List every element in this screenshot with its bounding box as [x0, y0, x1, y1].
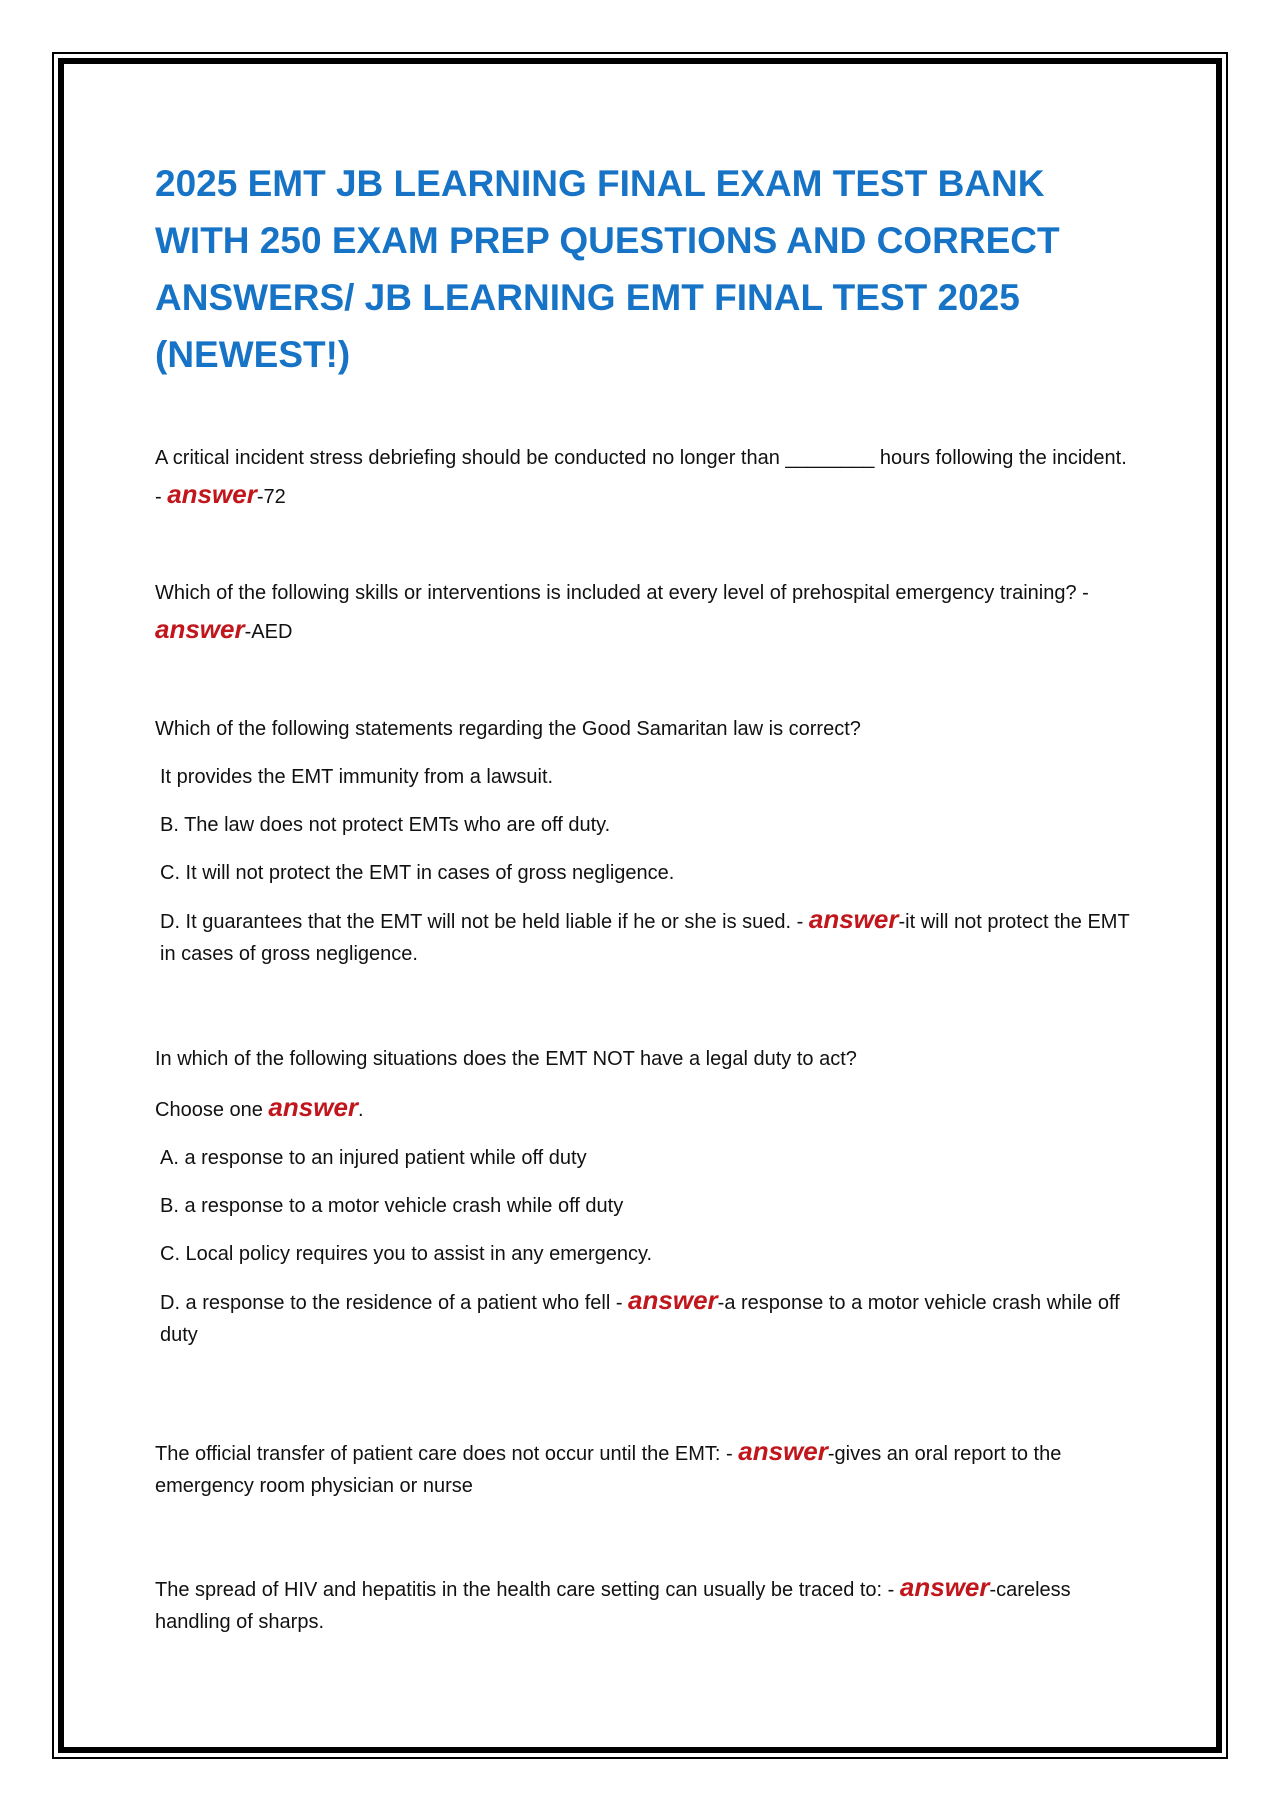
answer-label: answer — [808, 904, 899, 934]
option-b: B. a response to a motor vehicle crash while off duty — [160, 1195, 624, 1217]
question-block-1 — [155, 440, 1135, 515]
question-text: The official transfer of patient care does not occur until the EMT: - answer-gives an oral report to the emergency room physician or nurse — [155, 1436, 1062, 1497]
question-text: Which of the following statements regarding the Good Samaritan law is correct? — [155, 718, 861, 740]
question-block-6 — [155, 1571, 1135, 1638]
question-block-2 — [155, 575, 1135, 650]
answer-label: answer — [899, 1572, 990, 1602]
answer-text: -it will not protect the EMT in cases of gross negligence. — [160, 911, 1130, 965]
answer-text: -AED — [244, 621, 293, 643]
option-d: D. a response to the residence of a patient who fell - answer-a response to a motor vehicle crash while off duty — [160, 1285, 1120, 1346]
option-c: C. It will not protect the EMT in cases of gross negligence. — [160, 862, 675, 884]
answer-label: answer — [738, 1436, 828, 1466]
question-text: The spread of HIV and hepatitis in the health care setting can usually be traced to: - answer-careless handling of sharps. — [155, 1572, 1071, 1633]
choose-one-line: Choose one answer. — [155, 1092, 364, 1122]
option-a: It provides the EMT immunity from a lawsuit. — [160, 766, 554, 788]
question-text: In which of the following situations does the EMT NOT have a legal duty to act? — [155, 1048, 857, 1070]
option-c: C. Local policy requires you to assist in any emergency. — [160, 1243, 653, 1265]
option-d: D. It guarantees that the EMT will not be held liable if he or she is sued. - answer-it will not protect the EMT in cases of gross negligence. — [160, 904, 1130, 965]
option-a: A. a response to an injured patient while off duty — [160, 1147, 587, 1169]
answer-label: answer — [155, 614, 245, 644]
question-block-5 — [155, 1435, 1135, 1502]
option-b: B. The law does not protect EMTs who are off duty. — [160, 814, 611, 836]
question-text: Which of the following skills or interventions is included at every level of prehospital emergency training? - answer-AED — [155, 582, 1089, 644]
document-title: 2025 EMT JB LEARNING FINAL EXAM TEST BANK WITH 250 EXAM PREP QUESTIONS AND CORRECT ANSWERS/ JB LEARNING EMT FINAL TEST 2025 (NEWEST!) — [155, 163, 1060, 375]
answer-text: -a response to a motor vehicle crash while off duty — [160, 1292, 1120, 1346]
answer-label: answer — [268, 1092, 359, 1122]
question-block-4 — [155, 1041, 1135, 1351]
document-body — [155, 155, 1135, 1633]
answer-text: -gives an oral report to the emergency room physician or nurse — [155, 1443, 1062, 1497]
question-text: A critical incident stress debriefing should be conducted no longer than ________ hours following the incident. - answer-72 — [155, 447, 1127, 509]
answer-text: -72 — [256, 486, 286, 508]
answer-text: -careless handling of sharps. — [155, 1579, 1071, 1633]
answer-label: answer — [628, 1285, 718, 1315]
answer-label: answer — [167, 479, 257, 509]
question-block-3 — [155, 711, 1135, 970]
